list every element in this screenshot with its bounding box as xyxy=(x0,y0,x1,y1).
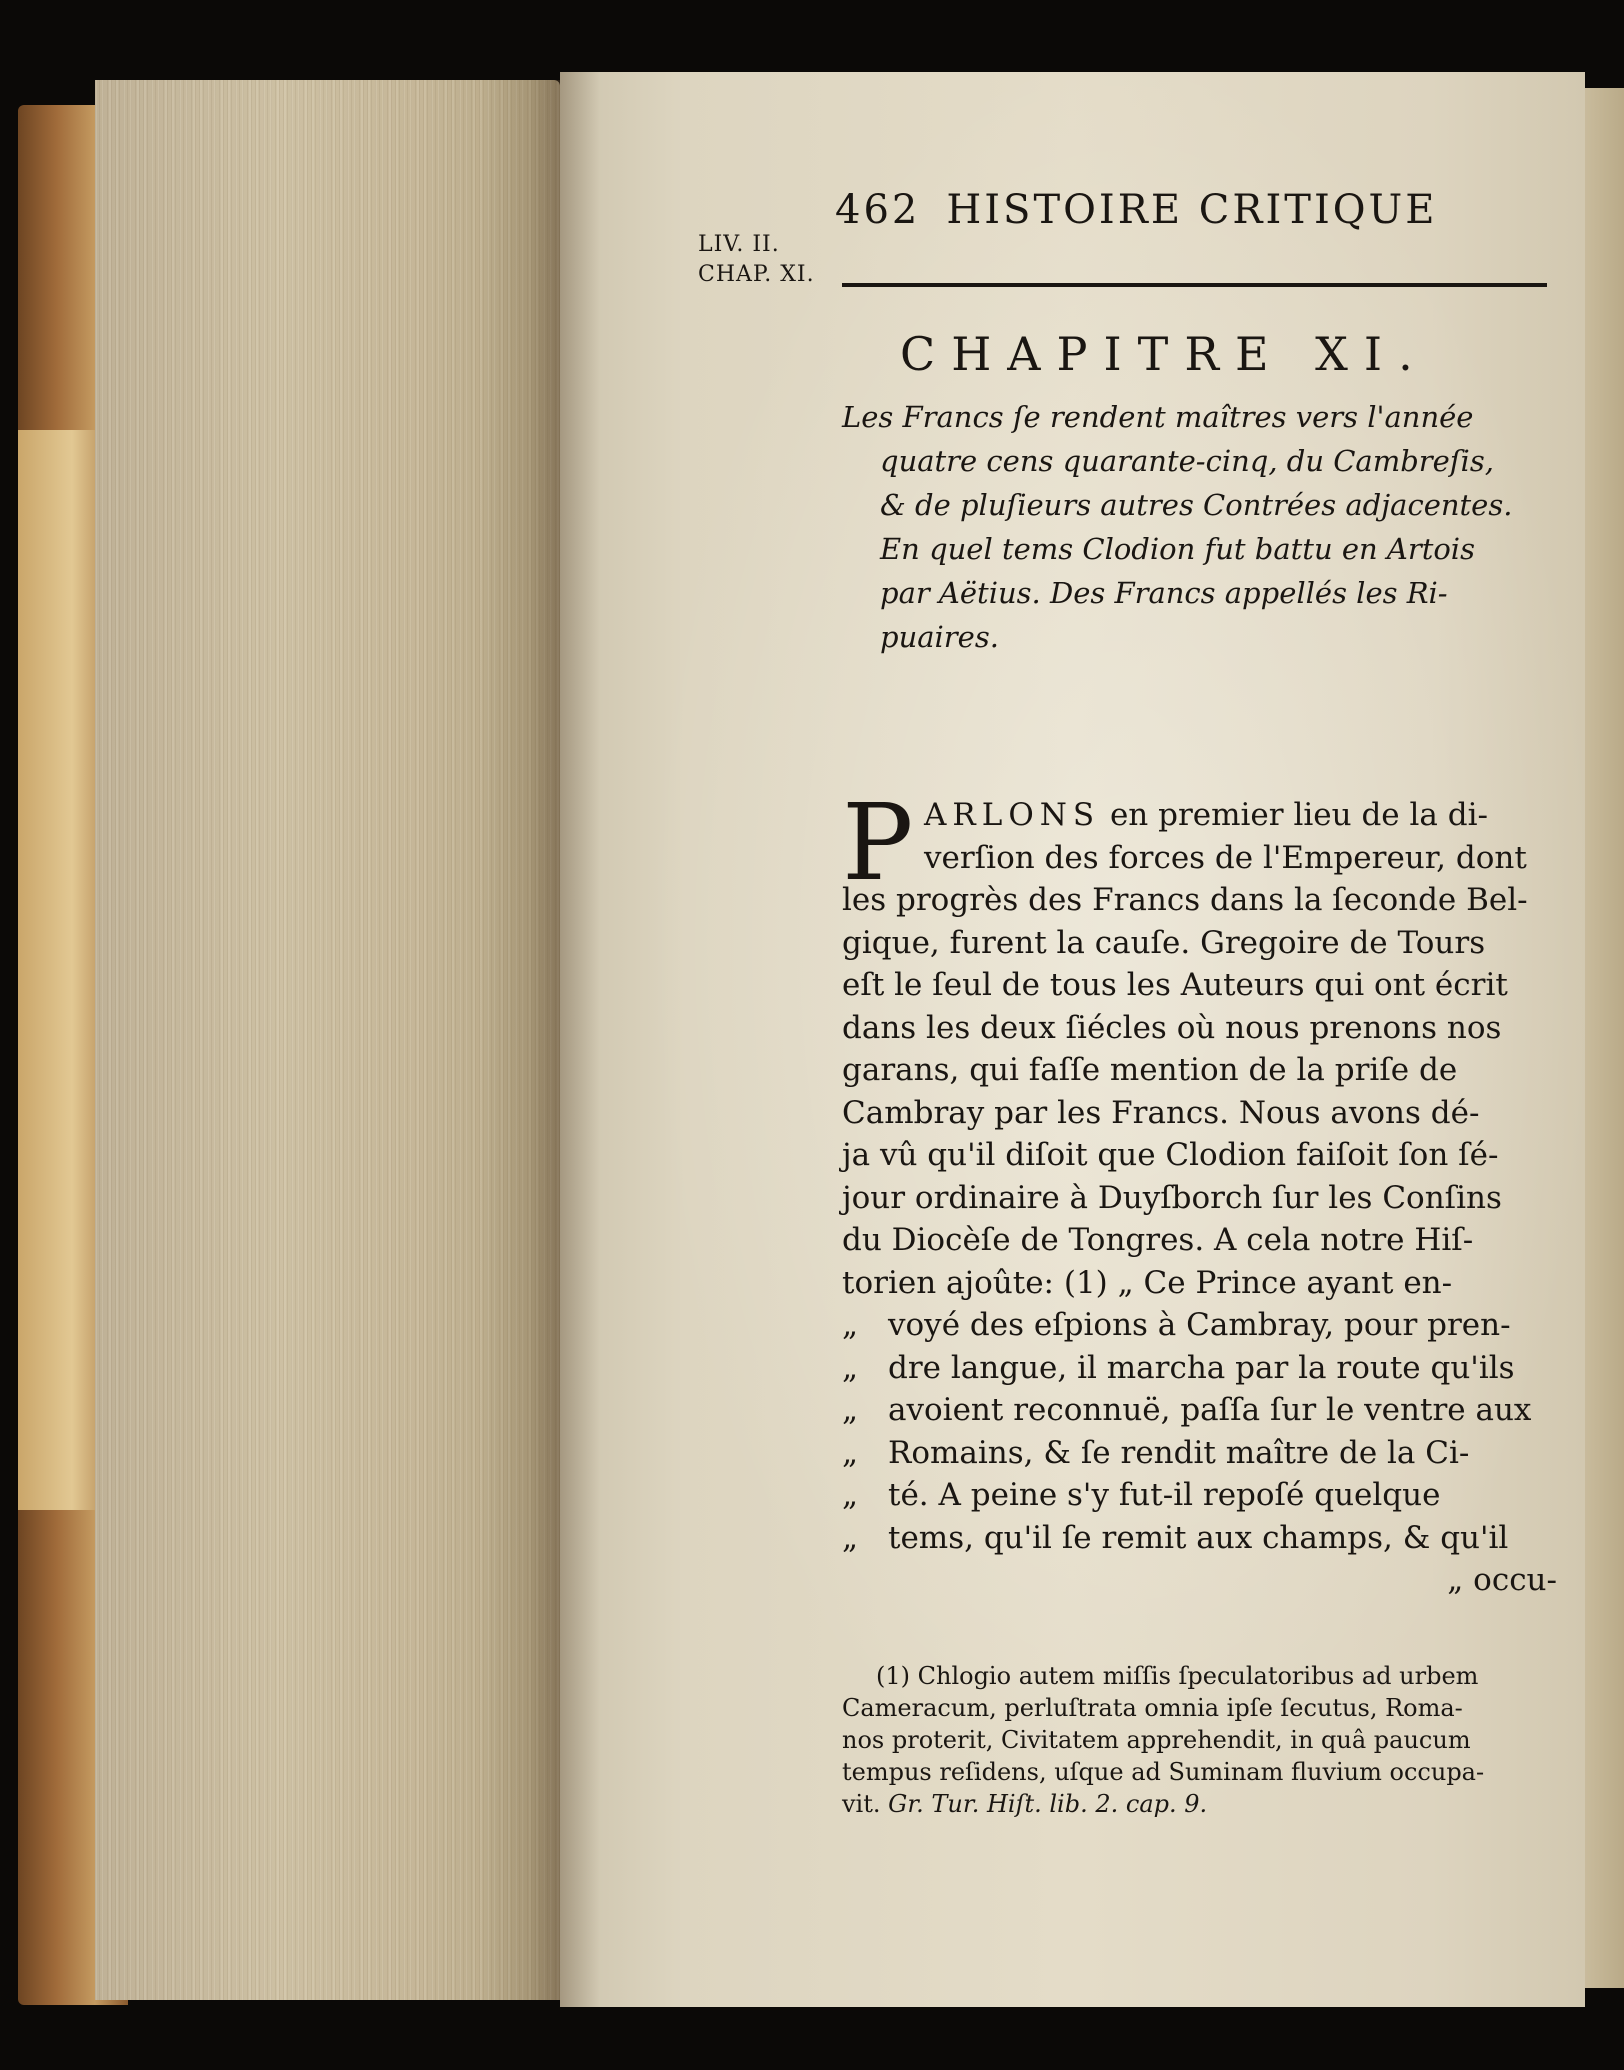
quoted-line: „ dre langue, il marcha par la route qu'ils xyxy=(842,1347,1557,1390)
summary-line: En quel tems Clodion fut battu en Artois xyxy=(880,532,1475,566)
quoted-line: „ Romains, & ſe rendit maître de la Ci- xyxy=(842,1432,1557,1475)
quoted-line: „ voyé des eſpions à Cambray, pour pren- xyxy=(842,1304,1557,1347)
running-head xyxy=(835,187,1437,233)
margin-note xyxy=(698,230,815,290)
footnote-line: Cameracum, perluſtrata omnia ipſe ſecutus, Roma- xyxy=(842,1694,1463,1722)
chapter-summary xyxy=(842,395,1552,659)
body-line: eſt le ſeul de tous les Auteurs qui ont écrit xyxy=(842,967,1508,1003)
body-line: jour ordinaire à Duyſborch ſur les Conſins xyxy=(842,1179,1502,1216)
gutter-shadow xyxy=(480,80,560,2000)
summary-line: par Aëtius. Des Francs appellés les Ri- xyxy=(880,576,1448,610)
drop-cap: P xyxy=(842,781,914,904)
body-line: torien ajoûte: (1) „ Ce Prince ayant en- xyxy=(842,1264,1453,1301)
body-line: dans les deux ſiécles où nous prenons nos xyxy=(842,1009,1502,1046)
body-text xyxy=(842,781,1557,1602)
chapter-title: CHAPITRE XI. xyxy=(900,327,1429,381)
quote-mark: „ xyxy=(842,1307,859,1343)
summary-line: & de pluſieurs autres Contrées adjacentes. xyxy=(880,488,1513,522)
body-line: Cambray par les Francs. Nous avons dé- xyxy=(842,1094,1480,1131)
summary-line: puaires. xyxy=(880,620,999,654)
first-word: ARLONS xyxy=(924,797,1101,833)
quote-mark: „ xyxy=(842,1434,859,1471)
quoted-line: „ tems, qu'il ſe remit aux champs, & qu'il xyxy=(842,1517,1557,1560)
book-page xyxy=(560,72,1585,2007)
footnote-line: vit. Gr. Tur. Hiſt. lib. 2. cap. 9. xyxy=(842,1790,1208,1818)
body-line: les progrès des Francs dans la ſeconde Bel- xyxy=(842,882,1528,918)
running-title: HISTOIRE CRITIQUE xyxy=(946,187,1438,233)
footnote xyxy=(842,1660,1557,1820)
body-line: ja vû qu'il diſoit que Clodion faiſoit ſon ſé- xyxy=(842,1137,1499,1173)
summary-line: Les Francs ſe rendent maîtres vers l'année xyxy=(842,400,1474,434)
footnote-citation: Gr. Tur. Hiſt. lib. 2. cap. 9. xyxy=(888,1790,1208,1818)
quote-mark: „ xyxy=(842,1349,859,1386)
footnote-line: (1) Chlogio autem miſſis ſpeculatoribus ad urbem xyxy=(876,1662,1479,1690)
body-line: verſion des forces de l'Empereur, dont xyxy=(924,839,1527,876)
quote-mark: „ xyxy=(842,1477,859,1513)
quote-mark: „ xyxy=(842,1392,859,1428)
margin-book: LIV. II. xyxy=(698,232,780,257)
body-line: du Diocèſe de Tongres. A cela notre Hiſ- xyxy=(842,1222,1474,1258)
footnote-line: tempus reſidens, uſque ad Suminam fluvium occupa- xyxy=(842,1758,1485,1786)
catchword: „ occu- xyxy=(1447,1562,1557,1598)
header-rule xyxy=(842,283,1547,287)
footnote-line: nos proterit, Civitatem apprehendit, in quâ paucum xyxy=(842,1726,1471,1754)
margin-chapter: CHAP. XI. xyxy=(698,262,815,287)
body-line: gique, furent la cauſe. Gregoire de Tours xyxy=(842,924,1486,961)
quote-mark: „ xyxy=(842,1519,859,1556)
summary-line: quatre cens quarante-cinq, du Cambreſis, xyxy=(880,444,1494,478)
body-line: ARLONS en premier lieu de la di- xyxy=(924,797,1488,833)
quoted-line: „ té. A peine s'y fut-il repoſé quelque xyxy=(842,1474,1557,1517)
quoted-line: „ avoient reconnuë, paſſa ſur le ventre aux xyxy=(842,1389,1557,1432)
page-number: 462 xyxy=(835,187,921,233)
body-line: garans, qui faſſe mention de la priſe de xyxy=(842,1052,1458,1088)
